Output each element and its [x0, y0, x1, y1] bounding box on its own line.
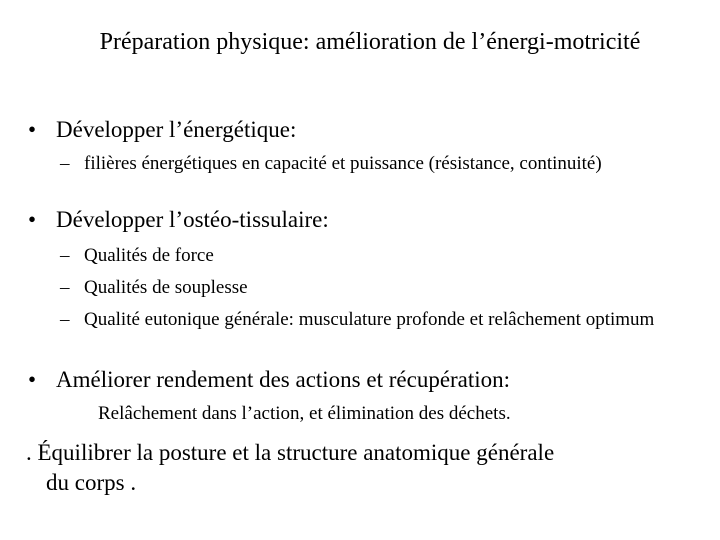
sub-item-text: Qualités de souplesse — [84, 277, 248, 298]
bullet-item — [28, 116, 688, 144]
closing-line-1: . Équilibrer la posture et la structure anatomique générale — [26, 440, 555, 465]
bullet-text: Développer l’énergétique: — [56, 117, 297, 142]
sub-item-text: filières énergétiques en capacité et puissance (résistance, continuité) — [84, 153, 602, 174]
sub-item — [60, 153, 660, 175]
bullet-mark: • — [28, 117, 37, 142]
bullet-item — [28, 206, 688, 234]
bullet-mark: • — [28, 367, 37, 392]
sub-item-text: Qualité eutonique générale: musculature profonde et relâchement optimum — [84, 309, 655, 330]
bullet-mark: • — [28, 207, 37, 232]
bullet-text: Améliorer rendement des actions et récupération: — [56, 367, 511, 392]
dash-mark: – — [60, 309, 70, 330]
sub-item-text: Qualités de force — [84, 245, 214, 266]
bullet-text: Développer l’ostéo-tissulaire: — [56, 207, 329, 232]
slide-title: Préparation physique: amélioration de l’énergi-motricité — [99, 29, 641, 55]
closing-statement — [26, 438, 696, 498]
dash-mark: – — [60, 153, 70, 174]
bullet-note: Relâchement dans l’action, et élimination des déchets. — [98, 403, 511, 424]
closing-line-2: du corps . — [46, 470, 137, 495]
dash-mark: – — [60, 245, 70, 266]
bullet-item — [28, 366, 688, 394]
sub-item — [60, 277, 660, 299]
sub-item — [60, 245, 660, 267]
dash-mark: – — [60, 277, 70, 298]
sub-item — [60, 309, 660, 331]
